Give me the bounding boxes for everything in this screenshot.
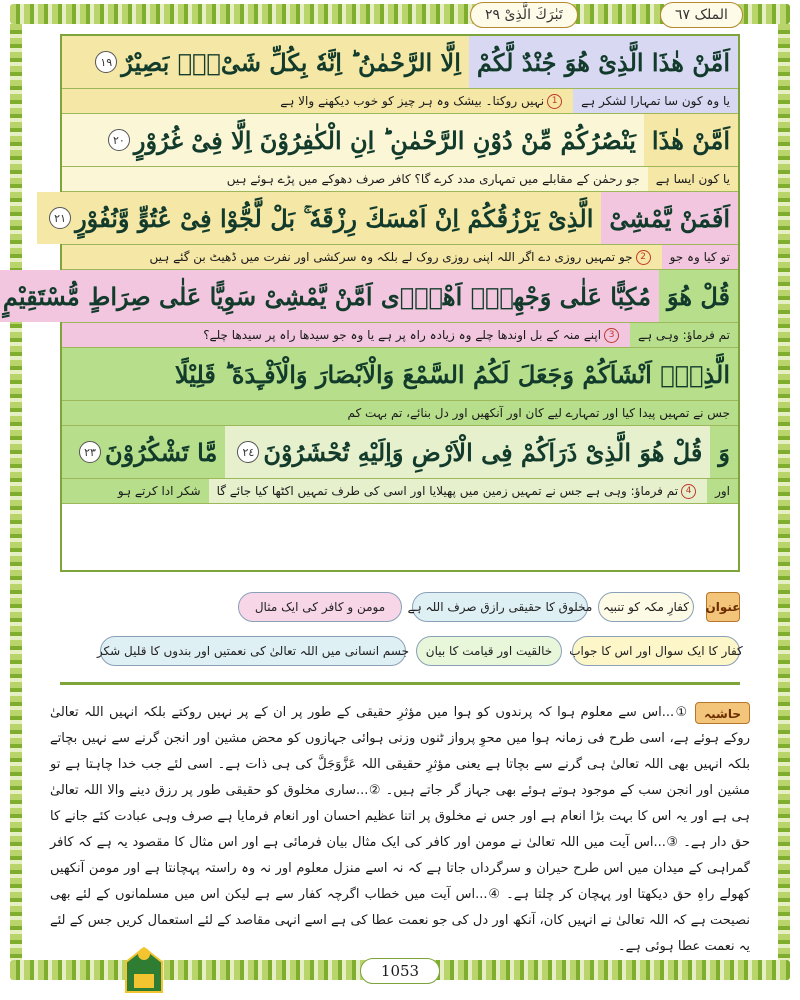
arabic-verse-row <box>62 426 738 478</box>
translation-text: نہیں روکتا۔ بیشک وہ ہر چیز کو خوب دیکھنے والا ہے <box>280 94 545 108</box>
translation-row <box>62 244 738 270</box>
translation-row <box>62 322 738 348</box>
translation-segment <box>62 245 662 269</box>
page-number: 1053 <box>360 958 440 984</box>
arabic-segment <box>62 36 469 88</box>
arabic-segment <box>62 114 644 166</box>
footnote-marker[interactable]: 3 <box>604 328 619 343</box>
topics-label: عنوان <box>706 592 740 622</box>
arabic-text: قُلْ هُوَ <box>666 281 730 311</box>
topics-section <box>60 588 743 668</box>
arabic-verse-row <box>62 114 738 166</box>
arabic-text: قُلْ هُوَ الَّذِیْ ذَرَاَكُمْ فِی الْاَرْضِ وَاِلَیْهِ تُحْشَرُوْنَ <box>263 437 703 467</box>
arabic-verse-row <box>54 192 738 244</box>
footnote-marker[interactable]: 2 <box>636 250 651 265</box>
translation-text: تم فرماؤ: وہی ہے <box>638 328 730 342</box>
publisher-logo-icon <box>112 944 176 998</box>
arabic-verse-row <box>62 348 738 400</box>
translation-row <box>62 166 738 192</box>
translation-text: اور <box>715 484 730 498</box>
arabic-text: وَ <box>718 437 730 467</box>
arabic-segment <box>469 36 738 88</box>
topic-item: مومن و کافر کی ایک مثال <box>238 592 402 622</box>
footnotes-section <box>50 700 750 955</box>
arabic-text: اَمَّنْ هٰذَا <box>651 125 730 155</box>
arabic-segment <box>659 270 738 322</box>
arabic-segment <box>710 426 738 478</box>
arabic-segment <box>0 270 659 322</box>
topic-item: خالقیت اور قیامت کا بیان <box>416 636 562 666</box>
translation-text: تم فرماؤ: وہی ہے جس نے تمہیں زمین میں پھیلایا اور اسی کی طرف تمہیں اکٹھا کیا جائے گا <box>216 484 679 498</box>
translation-segment <box>209 479 707 503</box>
topic-item: کفارِ مکہ کو تنبیہ <box>598 592 694 622</box>
translation-text: جو تمہیں روزی دے اگر اللہ اپنی روزی روک لے بلکہ وہ سرکشی اور نفرت میں ڈھیٹ بن گئے ہیں <box>149 250 633 264</box>
page-right-border <box>778 24 790 960</box>
footnote-marker[interactable]: 1 <box>547 94 562 109</box>
translation-segment <box>62 401 738 425</box>
page-left-border <box>10 24 22 960</box>
arabic-segment <box>62 426 225 478</box>
translation-segment <box>648 167 738 191</box>
translation-segment <box>707 479 738 503</box>
arabic-segment <box>225 426 710 478</box>
translation-segment <box>62 89 573 113</box>
translation-segment <box>573 89 738 113</box>
translation-text: جو رحمٰن کے مقابلے میں تمہاری مدد کرے گا؟ کافر صرف دھوکے میں پڑے ہوئے ہیں <box>226 172 640 186</box>
translation-text: یا کون ایسا ہے <box>655 172 730 186</box>
topic-item: کفار کا ایک سوال اور اس کا جواب <box>572 636 740 666</box>
translation-segment <box>62 167 648 191</box>
translation-segment <box>62 323 630 347</box>
translation-segment <box>662 245 738 269</box>
arabic-segment <box>644 114 738 166</box>
juz-header: تَبٰرَكَ الَّذِیْ ۲۹ <box>470 2 578 28</box>
translation-segment <box>630 323 738 347</box>
translation-text: شکر ادا کرتے ہو <box>117 484 201 498</box>
topic-item: مخلوق کا حقیقی رازق صرف اللہ ہے <box>412 592 588 622</box>
ayah-number-icon: ٢١ <box>49 207 71 229</box>
arabic-text: مَّا تَشْكُرُوْنَ <box>105 437 218 467</box>
arabic-segment <box>62 348 738 400</box>
footnote-paragraph: ④...اس آیت میں خطاب اگرچہ کفار سے ہے لیکن اس میں مسلمانوں کے لئے بھی نصیحت ہے کہ اللہ تعالیٰ نے انہیں کان، آنکھ اور دل کی جو نعمت عطا کی ہے اسے انہی مقاصد کے لئے استعمال کریں جس کے لئے یہ نعمت عطا ہوئی ہے۔ <box>50 887 750 954</box>
translation-text: یا وہ کون سا تمہارا لشکر ہے <box>581 94 730 108</box>
arabic-verse-row <box>62 36 738 88</box>
translation-row <box>62 478 738 504</box>
arabic-segment <box>37 192 601 244</box>
verses-frame <box>2 34 740 572</box>
surah-header: الملک ٦٧ <box>660 2 743 28</box>
footnote-paragraph: ③...اس آیت میں اللہ تعالیٰ نے مومن اور کافر کی ایک مثال بیان فرمائی ہے اور اس مثال کا مقصود یہ ہے کہ کافر گمراہی کے میدان میں اس طرح حیران و سرگرداں جاتا ہے کہ نہ اسے منزل معلوم اور نہ وہ راستہ پہچانتا ہے اور مومن آنکھیں کھولے راہِ حق دیکھتا اور پہچان کر چلتا ہے۔ <box>50 835 751 902</box>
translation-text: تو کیا وہ جو <box>669 250 730 264</box>
translation-text: اپنے منہ کے بل اوندھا چلے وہ زیادہ راہ پر ہے یا وہ جو سیدھا راہ پر سیدھا چلے؟ <box>203 328 602 342</box>
ayah-number-icon: ٢٠ <box>108 129 130 151</box>
arabic-text: الَّذِیْۤ اَنْشَاَكُمْ وَجَعَلَ لَكُمُ السَّمْعَ وَالْاَبْصَارَ وَالْاَفْـِٕدَةَ ؕ قَلِیْلًا <box>174 359 730 389</box>
ayah-number-icon: ١٩ <box>95 51 117 73</box>
arabic-verse-row <box>2 270 738 322</box>
translation-row <box>62 400 738 426</box>
ayah-number-icon: ٢٣ <box>79 441 101 463</box>
arabic-text: اَفَمَنْ یَّمْشِیْ <box>609 203 730 233</box>
arabic-text: اَمَّنْ هٰذَا الَّذِیْ هُوَ جُنْدٌ لَّكُمْ <box>476 47 730 77</box>
footnote-marker[interactable]: 4 <box>681 484 696 499</box>
arabic-text: الَّذِیْ یَرْزُقُكُمْ اِنْ اَمْسَكَ رِزْقَهٗ ۚ بَلْ لَّجُّوْا فِیْ عُتُوٍّ وَّنُفُوْرٍ <box>75 203 594 233</box>
translation-row <box>62 88 738 114</box>
arabic-text: یَنْصُرُكُمْ مِّنْ دُوْنِ الرَّحْمٰنِ ؕ اِنِ الْكٰفِرُوْنَ اِلَّا فِیْ غُرُوْرٍ <box>133 125 636 155</box>
translation-segment <box>62 479 209 503</box>
arabic-segment <box>601 192 738 244</box>
translation-text: جس نے تمہیں پیدا کیا اور تمہارے لیے کان اور آنکھیں اور دل بنائے، تم بہت کم <box>347 406 730 420</box>
arabic-text: مُكِبًّا عَلٰی وَجْهِهٖۤ اَهْدٰۤی اَمَّنْ یَّمْشِیْ سَوِیًّا عَلٰی صِرَاطٍ مُّسْتَقِیْمٍ <box>2 281 651 311</box>
footnotes-label: حاشیہ <box>695 702 750 724</box>
footnote-paragraph: ①...اس سے معلوم ہوا کہ پرندوں کو ہوا میں مؤثرِ حقیقی کے طور پر ان کے پر نہیں روکتے بلکہ انہیں اللہ تعالیٰ روکے ہوئے ہے، اسی طرح فی زمانہ ہوا میں محوِ پرواز ٹنوں وزنی ہوائی جہازوں کو محض مشین اور انجن گرنے سے نہیں بچاتے بلکہ انہیں بھی اللہ تعالیٰ ہی گرنے سے بچاتا ہے یعنی مؤثرِ حقیقی اللہ عَزَّوَجَلَّ کی ہی ذات ہے۔ اسی لئے جب خدا چاہتا ہے تو مشین اور انجن سب کے موجود ہوتے ہوئے بھی جہاز گر جاتے ہیں۔ <box>50 705 750 798</box>
ayah-number-icon: ٢٤ <box>237 441 259 463</box>
arabic-text: اِلَّا الرَّحْمٰنُ ؕ اِنَّهٗ بِكُلِّ شَیْءٍۭ بَصِیْرٌ <box>121 47 461 77</box>
section-divider <box>60 682 740 685</box>
footnote-paragraph: ②...ساری مخلوق کو حقیقی طور پر رزق دینے والا اللہ تعالیٰ ہی ہے اور یہ اس کا بہت بڑا انعام ہے اور جس نے مخلوق پر اتنا عظیم احسان اور انعام فرمایا ہے صرف وہی عبادت کئے جانے کا حق دار ہے۔ <box>50 783 750 850</box>
topic-item: جسم انسانی میں اللہ تعالیٰ کی نعمتیں اور بندوں کا قلیل شکر <box>100 636 406 666</box>
